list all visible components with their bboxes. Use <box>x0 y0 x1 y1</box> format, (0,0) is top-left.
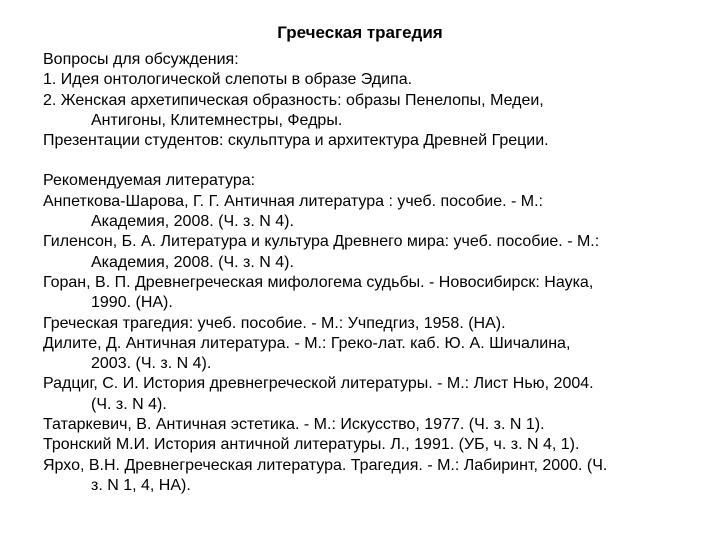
section-gap <box>43 151 693 171</box>
literature-item <box>43 232 693 273</box>
literature-item-continued: 1990. (НА). <box>91 294 173 312</box>
literature-item-continued: 2003. (Ч. з. N 4). <box>91 355 212 373</box>
literature-item-text: Татаркевич, В. Античная эстетика. - М.: Искусство, 1977. (Ч. з. N 1). <box>43 416 545 434</box>
literature-item-text: Тронский М.И. История античной литературы. Л., 1991. (УБ, ч. з. N 4, 1). <box>43 436 580 454</box>
literature-item-continued: (Ч. з. N 4). <box>91 395 167 413</box>
discussion-heading: Вопросы для обсуждения: <box>43 51 239 68</box>
slide-title: Греческая трагедия <box>277 23 443 42</box>
literature-item-text: Анпеткова-Шарова, Г. Г. Античная литература : учеб. пособие. - М.: <box>43 192 543 210</box>
presentations-topic: Презентации студентов: скульптура и архитектура Древней Греции. <box>43 132 549 150</box>
literature-item <box>43 374 693 415</box>
literature-item-text: Горан, В. П. Древнегреческая мифологема судьбы. - Новосибирск: Наука, <box>43 273 594 291</box>
slide-content <box>43 50 693 496</box>
literature-heading: Рекомендуемая литература: <box>43 172 256 190</box>
literature-item <box>43 192 693 233</box>
literature-item-text: Дилите, Д. Античная литература. - М.: Греко-лат. каб. Ю. А. Шичалина, <box>43 334 571 352</box>
discussion-question-1: 1. Идея онтологической слепоты в образе Эдипа. <box>43 71 413 89</box>
literature-item <box>43 334 693 375</box>
literature-item <box>43 435 693 455</box>
literature-item-text: Гиленсон, Б. А. Литература и культура Древнего мира: учеб. пособие. - М.: <box>43 233 600 251</box>
literature-item <box>43 273 693 314</box>
literature-item-continued: з. N 1, 4, НА). <box>91 476 191 494</box>
literature-item-continued: Академия, 2008. (Ч. з. N 4). <box>91 213 294 231</box>
literature-item-text: Радциг, С. И. История древнегреческой литературы. - М.: Лист Нью, 2004. <box>43 375 594 393</box>
literature-item-text: Ярхо, В.Н. Древнегреческая литература. Трагедия. - М.: Лабиринт, 2000. (Ч. <box>43 456 608 474</box>
discussion-question-2: 2. Женская архетипическая образность: образы Пенелопы, Медеи, <box>43 91 544 109</box>
literature-list <box>43 192 693 496</box>
literature-item <box>43 415 693 435</box>
literature-item-continued: Академия, 2008. (Ч. з. N 4). <box>91 253 294 271</box>
discussion-question-2-continued: Антигоны, Клитемнестры, Федры. <box>91 111 343 129</box>
literature-item-text: Греческая трагедия: учеб. пособие. - М.: Учпедгиз, 1958. (НА). <box>43 314 506 332</box>
literature-item <box>43 456 693 497</box>
literature-item <box>43 314 693 334</box>
